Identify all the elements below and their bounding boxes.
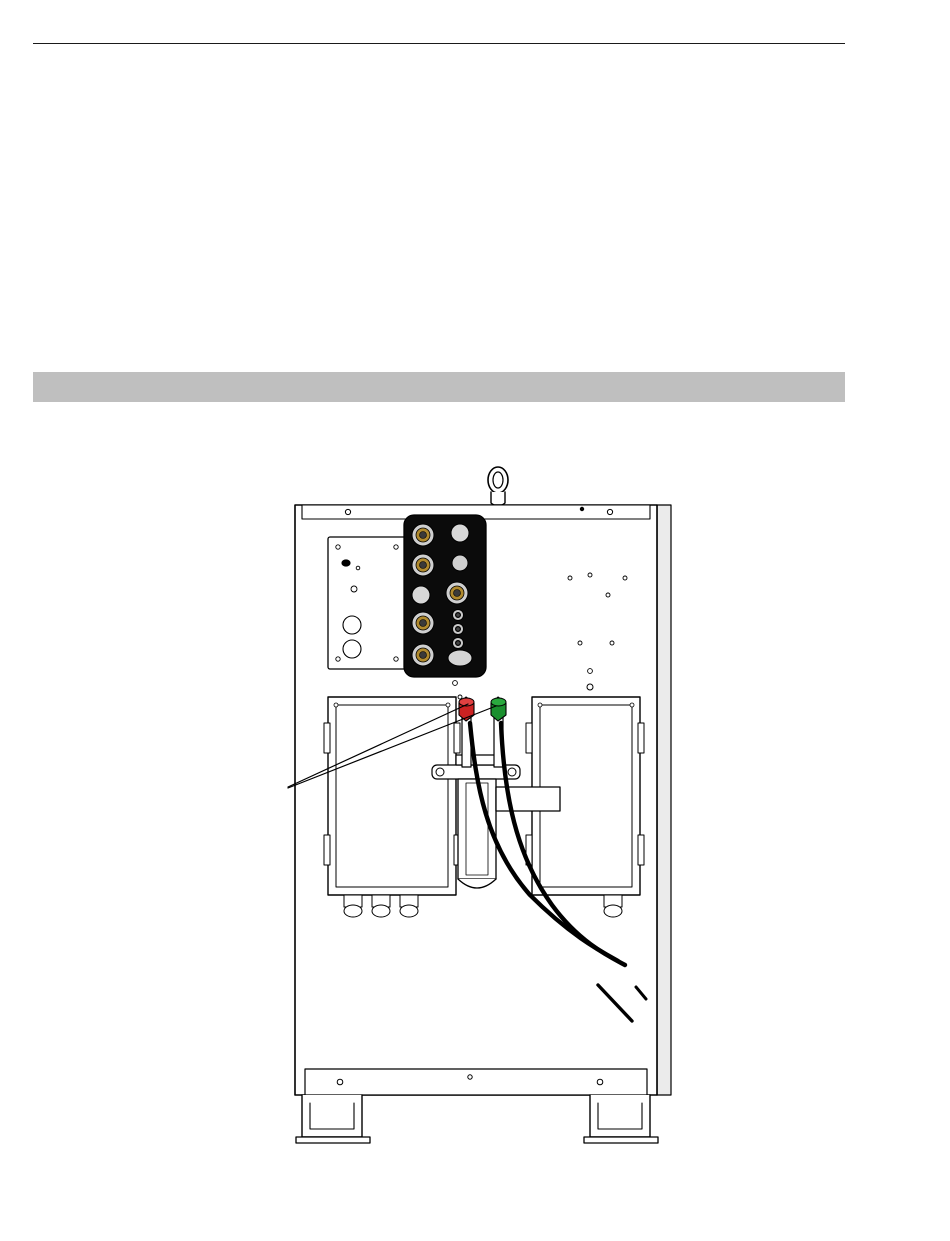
section-band bbox=[33, 372, 845, 402]
left-enclosure-box bbox=[324, 697, 460, 917]
connector-panel bbox=[404, 515, 486, 677]
header-rule bbox=[33, 43, 845, 44]
base-skid bbox=[296, 1095, 658, 1143]
blank-mounting-plate bbox=[328, 537, 406, 669]
equipment-figure bbox=[280, 465, 700, 1155]
lifting-eye bbox=[488, 467, 508, 506]
